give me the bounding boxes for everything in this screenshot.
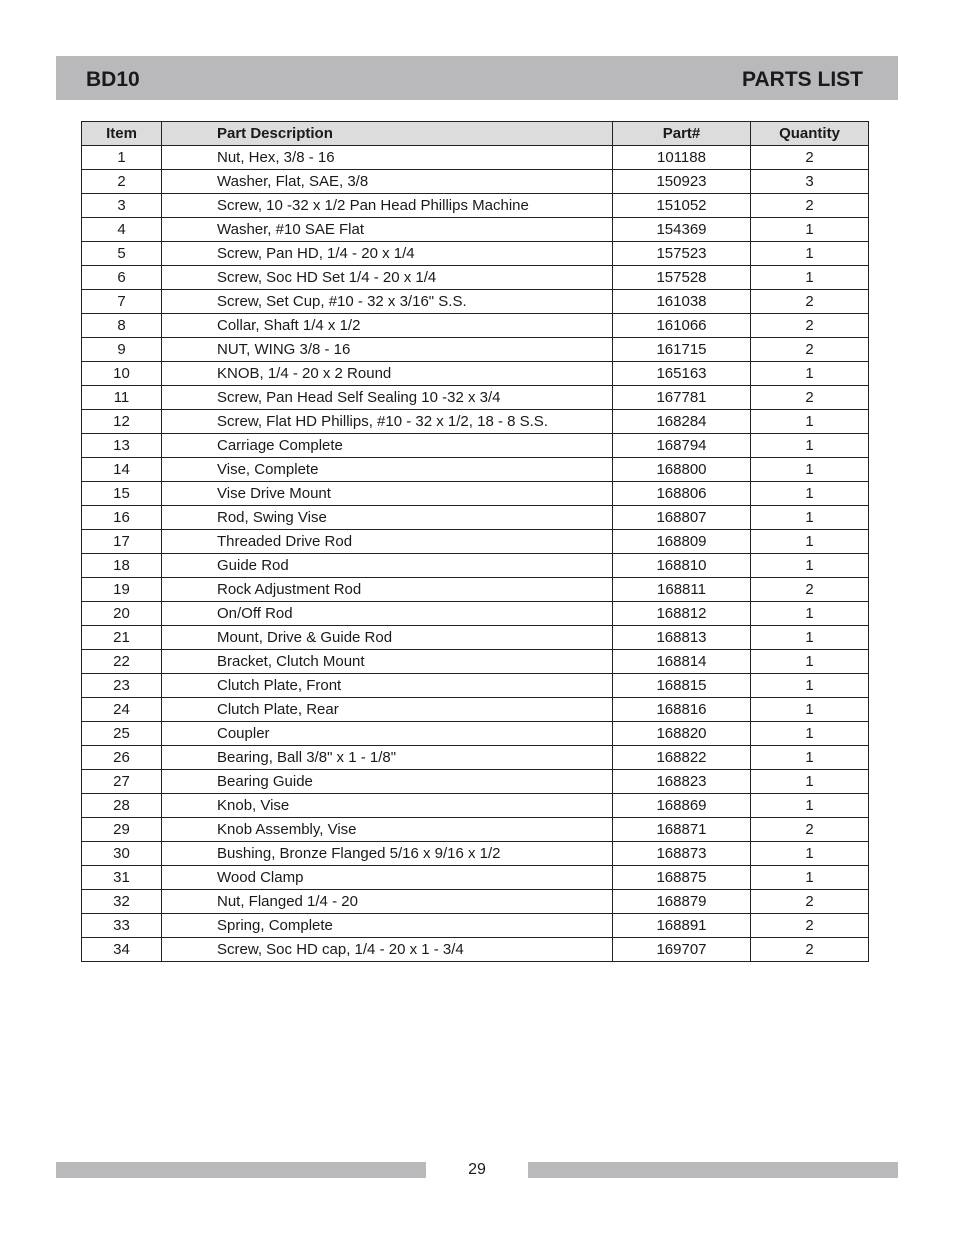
description-cell: Screw, Set Cup, #10 - 32 x 3/16" S.S. — [162, 290, 613, 314]
quantity-cell: 1 — [751, 362, 869, 386]
quantity-cell: 1 — [751, 746, 869, 770]
quantity-cell: 1 — [751, 722, 869, 746]
item-cell: 24 — [82, 698, 162, 722]
item-cell: 17 — [82, 530, 162, 554]
quantity-cell: 3 — [751, 170, 869, 194]
table-row — [82, 818, 869, 842]
item-cell: 7 — [82, 290, 162, 314]
description-cell: Screw, Soc HD Set 1/4 - 20 x 1/4 — [162, 266, 613, 290]
part-number-cell: 167781 — [613, 386, 751, 410]
table-row — [82, 842, 869, 866]
part-number-cell: 165163 — [613, 362, 751, 386]
item-cell: 20 — [82, 602, 162, 626]
quantity-cell: 1 — [751, 842, 869, 866]
item-cell: 32 — [82, 890, 162, 914]
description-cell: Vise, Complete — [162, 458, 613, 482]
quantity-cell: 1 — [751, 554, 869, 578]
quantity-cell: 1 — [751, 794, 869, 818]
table-row — [82, 746, 869, 770]
column-header-item: Item — [82, 122, 162, 146]
quantity-cell: 1 — [751, 674, 869, 698]
item-cell: 33 — [82, 914, 162, 938]
description-cell: Screw, Pan Head Self Sealing 10 -32 x 3/4 — [162, 386, 613, 410]
table-row — [82, 722, 869, 746]
description-cell: Wood Clamp — [162, 866, 613, 890]
quantity-cell: 2 — [751, 146, 869, 170]
quantity-cell: 1 — [751, 866, 869, 890]
part-number-cell: 168823 — [613, 770, 751, 794]
item-cell: 21 — [82, 626, 162, 650]
quantity-cell: 1 — [751, 626, 869, 650]
part-number-cell: 168891 — [613, 914, 751, 938]
table-row — [82, 410, 869, 434]
part-number-cell: 169707 — [613, 938, 751, 962]
item-cell: 27 — [82, 770, 162, 794]
quantity-cell: 1 — [751, 770, 869, 794]
table-header-row — [82, 122, 869, 146]
description-cell: Clutch Plate, Front — [162, 674, 613, 698]
table-row — [82, 578, 869, 602]
table-row — [82, 314, 869, 338]
quantity-cell: 1 — [751, 410, 869, 434]
table-row — [82, 434, 869, 458]
quantity-cell: 2 — [751, 194, 869, 218]
description-cell: Washer, Flat, SAE, 3/8 — [162, 170, 613, 194]
part-number-cell: 168871 — [613, 818, 751, 842]
part-number-cell: 161038 — [613, 290, 751, 314]
item-cell: 29 — [82, 818, 162, 842]
description-cell: Rock Adjustment Rod — [162, 578, 613, 602]
item-cell: 2 — [82, 170, 162, 194]
part-number-cell: 168811 — [613, 578, 751, 602]
quantity-cell: 1 — [751, 482, 869, 506]
quantity-cell: 1 — [751, 242, 869, 266]
part-number-cell: 168822 — [613, 746, 751, 770]
item-cell: 19 — [82, 578, 162, 602]
parts-table — [81, 121, 869, 962]
table-row — [82, 194, 869, 218]
table-row — [82, 386, 869, 410]
quantity-cell: 2 — [751, 386, 869, 410]
quantity-cell: 2 — [751, 578, 869, 602]
part-number-cell: 168879 — [613, 890, 751, 914]
item-cell: 4 — [82, 218, 162, 242]
description-cell: On/Off Rod — [162, 602, 613, 626]
description-cell: Screw, Soc HD cap, 1/4 - 20 x 1 - 3/4 — [162, 938, 613, 962]
description-cell: Knob, Vise — [162, 794, 613, 818]
part-number-cell: 168812 — [613, 602, 751, 626]
table-row — [82, 554, 869, 578]
description-cell: Mount, Drive & Guide Rod — [162, 626, 613, 650]
part-number-cell: 157528 — [613, 266, 751, 290]
item-cell: 1 — [82, 146, 162, 170]
table-row — [82, 338, 869, 362]
table-row — [82, 458, 869, 482]
quantity-cell: 2 — [751, 314, 869, 338]
table-row — [82, 218, 869, 242]
table-row — [82, 530, 869, 554]
item-cell: 15 — [82, 482, 162, 506]
table-row — [82, 362, 869, 386]
quantity-cell: 1 — [751, 458, 869, 482]
description-cell: Screw, 10 -32 x 1/2 Pan Head Phillips Machine — [162, 194, 613, 218]
part-number-cell: 168794 — [613, 434, 751, 458]
description-cell: Vise Drive Mount — [162, 482, 613, 506]
description-cell: Clutch Plate, Rear — [162, 698, 613, 722]
description-cell: Washer, #10 SAE Flat — [162, 218, 613, 242]
item-cell: 6 — [82, 266, 162, 290]
part-number-cell: 168813 — [613, 626, 751, 650]
description-cell: Bearing, Ball 3/8" x 1 - 1/8" — [162, 746, 613, 770]
description-cell: Spring, Complete — [162, 914, 613, 938]
parts-table-body — [82, 146, 869, 962]
table-row — [82, 650, 869, 674]
part-number-cell: 168869 — [613, 794, 751, 818]
table-row — [82, 146, 869, 170]
table-row — [82, 794, 869, 818]
table-row — [82, 938, 869, 962]
item-cell: 13 — [82, 434, 162, 458]
part-number-cell: 150923 — [613, 170, 751, 194]
part-number-cell: 168809 — [613, 530, 751, 554]
table-row — [82, 242, 869, 266]
quantity-cell: 1 — [751, 530, 869, 554]
description-cell: Knob Assembly, Vise — [162, 818, 613, 842]
quantity-cell: 2 — [751, 890, 869, 914]
footer-bar-right — [528, 1162, 898, 1178]
description-cell: Bearing Guide — [162, 770, 613, 794]
part-number-cell: 101188 — [613, 146, 751, 170]
column-header-description: Part Description — [162, 122, 613, 146]
item-cell: 18 — [82, 554, 162, 578]
part-number-cell: 161066 — [613, 314, 751, 338]
table-row — [82, 770, 869, 794]
table-row — [82, 266, 869, 290]
item-cell: 22 — [82, 650, 162, 674]
page-title: PARTS LIST — [742, 68, 863, 91]
item-cell: 25 — [82, 722, 162, 746]
part-number-cell: 168820 — [613, 722, 751, 746]
table-row — [82, 674, 869, 698]
part-number-cell: 168873 — [613, 842, 751, 866]
description-cell: Guide Rod — [162, 554, 613, 578]
part-number-cell: 168800 — [613, 458, 751, 482]
table-row — [82, 482, 869, 506]
item-cell: 3 — [82, 194, 162, 218]
description-cell: Screw, Flat HD Phillips, #10 - 32 x 1/2, 18 - 8 S.S. — [162, 410, 613, 434]
footer-bar-left — [56, 1162, 426, 1178]
item-cell: 14 — [82, 458, 162, 482]
part-number-cell: 151052 — [613, 194, 751, 218]
quantity-cell: 1 — [751, 506, 869, 530]
description-cell: Nut, Hex, 3/8 - 16 — [162, 146, 613, 170]
table-row — [82, 698, 869, 722]
description-cell: Bracket, Clutch Mount — [162, 650, 613, 674]
part-number-cell: 168284 — [613, 410, 751, 434]
description-cell: Nut, Flanged 1/4 - 20 — [162, 890, 613, 914]
quantity-cell: 2 — [751, 938, 869, 962]
quantity-cell: 1 — [751, 434, 869, 458]
item-cell: 10 — [82, 362, 162, 386]
table-row — [82, 866, 869, 890]
page-number: 29 — [468, 1161, 486, 1178]
part-number-cell: 168814 — [613, 650, 751, 674]
item-cell: 8 — [82, 314, 162, 338]
description-cell: Coupler — [162, 722, 613, 746]
item-cell: 30 — [82, 842, 162, 866]
table-row — [82, 602, 869, 626]
description-cell: Carriage Complete — [162, 434, 613, 458]
table-row — [82, 890, 869, 914]
description-cell: Bushing, Bronze Flanged 5/16 x 9/16 x 1/2 — [162, 842, 613, 866]
model-name: BD10 — [86, 68, 140, 91]
item-cell: 28 — [82, 794, 162, 818]
item-cell: 31 — [82, 866, 162, 890]
quantity-cell: 1 — [751, 698, 869, 722]
part-number-cell: 154369 — [613, 218, 751, 242]
part-number-cell: 161715 — [613, 338, 751, 362]
quantity-cell: 1 — [751, 650, 869, 674]
table-row — [82, 914, 869, 938]
item-cell: 11 — [82, 386, 162, 410]
table-row — [82, 290, 869, 314]
part-number-cell: 168810 — [613, 554, 751, 578]
quantity-cell: 1 — [751, 266, 869, 290]
description-cell: Screw, Pan HD, 1/4 - 20 x 1/4 — [162, 242, 613, 266]
item-cell: 16 — [82, 506, 162, 530]
description-cell: Threaded Drive Rod — [162, 530, 613, 554]
header-bar — [56, 56, 898, 100]
description-cell: Collar, Shaft 1/4 x 1/2 — [162, 314, 613, 338]
table-row — [82, 170, 869, 194]
description-cell: KNOB, 1/4 - 20 x 2 Round — [162, 362, 613, 386]
description-cell: NUT, WING 3/8 - 16 — [162, 338, 613, 362]
part-number-cell: 168875 — [613, 866, 751, 890]
part-number-cell: 168807 — [613, 506, 751, 530]
quantity-cell: 2 — [751, 290, 869, 314]
part-number-cell: 168806 — [613, 482, 751, 506]
item-cell: 23 — [82, 674, 162, 698]
item-cell: 34 — [82, 938, 162, 962]
part-number-cell: 157523 — [613, 242, 751, 266]
item-cell: 9 — [82, 338, 162, 362]
quantity-cell: 2 — [751, 338, 869, 362]
item-cell: 12 — [82, 410, 162, 434]
table-row — [82, 506, 869, 530]
quantity-cell: 1 — [751, 602, 869, 626]
quantity-cell: 1 — [751, 218, 869, 242]
quantity-cell: 2 — [751, 914, 869, 938]
description-cell: Rod, Swing Vise — [162, 506, 613, 530]
item-cell: 26 — [82, 746, 162, 770]
part-number-cell: 168816 — [613, 698, 751, 722]
table-row — [82, 626, 869, 650]
part-number-cell: 168815 — [613, 674, 751, 698]
quantity-cell: 2 — [751, 818, 869, 842]
column-header-part-number: Part# — [613, 122, 751, 146]
column-header-quantity: Quantity — [751, 122, 869, 146]
item-cell: 5 — [82, 242, 162, 266]
